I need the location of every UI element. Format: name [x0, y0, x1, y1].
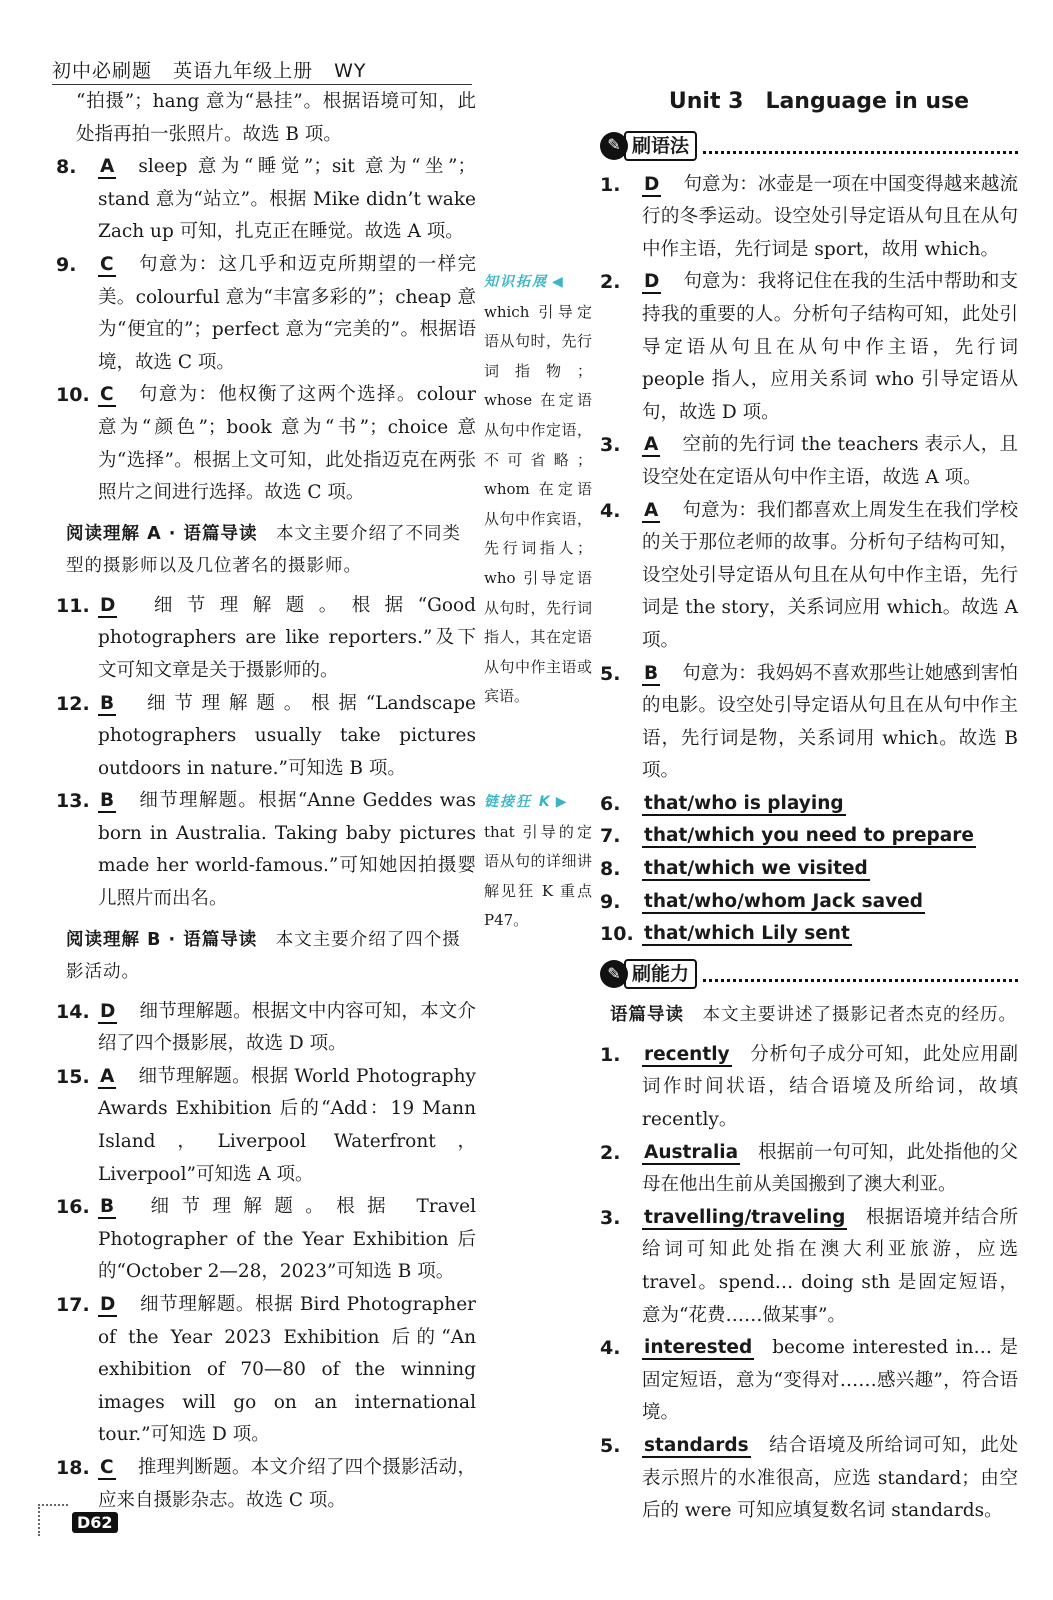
answer-key: C — [100, 253, 114, 275]
answer-item — [56, 1452, 476, 1517]
pointer-icon: ▶ — [555, 794, 569, 810]
explanation-text: 句意为：我们都喜欢上周发生在我们学校的关于那位老师的故事。分析句子结构可知，设空处引导定语从句且在从句中作主语，先行词是 the story，关系词应用 which。故选 A 项。 — [642, 499, 1018, 651]
explanation-text: 分析句子成分可知，此处应用副词作时间状语，结合语境及所给词，故填 recently。 — [642, 1043, 1018, 1131]
ability-guide — [610, 999, 1018, 1031]
subject-title: 英语九年级上册 — [173, 60, 314, 82]
item-number: 9. — [600, 890, 621, 913]
answer-item — [56, 1191, 476, 1289]
corner-ornament — [38, 1504, 68, 1536]
answer-key: standards — [644, 1434, 749, 1456]
answer-item — [56, 379, 476, 509]
explanation-text: 细节理解题。根据“Landscape photographers usually take pictures outdoors in nature.”可知选 B 项。 — [98, 692, 476, 779]
answer-key: B — [100, 1196, 115, 1218]
answer-key: D — [100, 594, 116, 616]
answer-key: C — [100, 384, 114, 406]
grammar-label: 刷语法 — [624, 131, 697, 161]
explanation-text: 细节理解题。根据 Travel Photographer of the Year Exhibition 后的“October 2—28，2023”可知选 B 项。 — [98, 1196, 476, 1283]
answer-item — [56, 1289, 476, 1452]
answer-item — [56, 785, 476, 915]
answer-item — [600, 1332, 1018, 1430]
ability-label: 刷能力 — [624, 959, 697, 989]
answer-item — [600, 1202, 1018, 1332]
answer-item — [600, 658, 1018, 788]
answer-item — [600, 853, 1018, 886]
item-number: 5. — [600, 662, 621, 685]
explanation-text: become interested in… 是固定短语，意为“变得对……感兴趣”，符合语境。 — [642, 1337, 1018, 1424]
explanation-text: 细节理解题。根据 World Photography Awards Exhibition 后的“Add：19 Mann Island，Liverpool Waterfront，Liverpool”可知选 A 项。 — [98, 1065, 476, 1185]
explanation-text: 细节理解题。根据 Bird Photographer of the Year 2023 Exhibition 后的“An exhibition of 70—80 of the winning images will go on an international tour.”可知选 D 项。 — [98, 1294, 476, 1446]
guide-label: 阅读理解 B · 语篇导读 — [66, 929, 258, 950]
knowledge-title: 知识拓展 ◀ — [484, 274, 565, 290]
explanation-text: 句意为：我妈妈不喜欢那些让她感到害怕的电影。设空处引导定语从句且在从句中作主语，先行词是物，关系词用 which。故选 B 项。 — [642, 662, 1018, 782]
answer-item — [600, 1137, 1018, 1202]
item-number: 10. — [600, 923, 634, 946]
explanation-text: sleep 意为“睡觉”；sit 意为“坐”；stand 意为“站立”。根据 Mike didn’t wake Zach up 可知，扎克正在睡觉。故选 A 项。 — [98, 156, 476, 243]
item-number: 10. — [56, 384, 90, 407]
right-column — [600, 86, 1018, 1528]
link-note — [484, 788, 592, 936]
explanation-text: 句意为：他权衡了这两个选择。colour 意为“颜色”；book 意为“书”；choice 意为“选择”。根据上文可知，此处指迈克在两张照片之间进行选择。故选 C 项。 — [98, 384, 476, 504]
answer-item — [600, 495, 1018, 658]
answer-item — [600, 820, 1018, 853]
answer-key: A — [644, 434, 659, 456]
item-number: 18. — [56, 1456, 90, 1479]
dotted-rule — [703, 137, 1018, 154]
explanation-text: 根据前一句可知，此处指他的父母在他出生前从美国搬到了澳大利亚。 — [642, 1141, 1018, 1196]
continued-text: “拍摄”；hang 意为“悬挂”。根据语境可知，此处指再拍一张照片。故选 B 项。 — [76, 91, 476, 145]
unit-title: Unit 3 Language in use — [668, 89, 970, 114]
header-divider — [52, 84, 472, 85]
item-number: 1. — [600, 1043, 621, 1066]
item-number: 3. — [600, 1206, 621, 1229]
knowledge-text: which 引导定语从句时，先行词指物；whose 在定语从句中作定语，不可省略；whom 在定语从句中作宾语，先行词指人；who 引导定语从句时，先行词指人，其在定语从句中作主语或宾语。 — [484, 302, 592, 706]
answer-item — [600, 1039, 1018, 1137]
answer-item — [56, 996, 476, 1061]
answer-item — [600, 886, 1018, 919]
answer-item — [600, 918, 1018, 951]
book-title: 初中必刷题 — [52, 60, 153, 82]
explanation-text: 句意为：这几乎和迈克所期望的一样完美。colourful 意为“丰富多彩的”；cheap 意为“便宜的”；perfect 意为“完美的”。根据语境，故选 C 项。 — [98, 253, 476, 373]
answer-key: C — [100, 1456, 114, 1478]
item-number: 2. — [600, 1141, 621, 1164]
link-text: that 引导的定语从句的详细讲解见狂 K 重点 P47。 — [484, 822, 592, 930]
answer-key: that/who is playing — [644, 792, 844, 814]
item-number: 14. — [56, 1000, 90, 1023]
item-number: 3. — [600, 434, 621, 457]
answer-key: B — [100, 790, 115, 812]
answer-item — [600, 169, 1018, 267]
answer-key: travelling/traveling — [644, 1206, 846, 1228]
answer-key: recently — [644, 1043, 730, 1065]
guide-text: 本文主要讲述了摄影记者杰克的经历。 — [702, 1004, 1017, 1025]
guide-label: 语篇导读 — [610, 1004, 684, 1025]
answer-key: D — [644, 271, 660, 293]
explanation-text: 结合语境及所给词可知，此处表示照片的水准很高，应选 standard；由空后的 were 可知应填复数名词 standards。 — [642, 1434, 1018, 1522]
left-column — [56, 86, 476, 1517]
answer-key: Australia — [644, 1141, 739, 1163]
item-number: 11. — [56, 594, 90, 617]
guide-label: 阅读理解 A · 语篇导读 — [66, 523, 258, 544]
answer-item — [600, 788, 1018, 821]
item-number: 8. — [600, 858, 621, 881]
answer-key: D — [100, 1000, 116, 1022]
answer-item — [56, 688, 476, 786]
answer-item — [56, 590, 476, 688]
grammar-section-header — [600, 129, 1018, 163]
explanation-text: 句意为：冰壶是一项在中国变得越来越流行的冬季运动。设空处引导定语从句且在从句中作主语，先行词是 sport，故用 which。 — [642, 173, 1018, 260]
pencil-icon: ✎ — [600, 132, 628, 160]
answer-item — [600, 266, 1018, 429]
item-number: 9. — [56, 253, 77, 276]
answer-item — [600, 429, 1018, 494]
answer-key: that/which we visited — [644, 858, 868, 880]
item-number: 16. — [56, 1196, 90, 1219]
item-number: 4. — [600, 1337, 621, 1360]
item-number: 17. — [56, 1294, 90, 1316]
item-number: 12. — [56, 692, 90, 715]
explanation-text: 细节理解题。根据“Anne Geddes was born in Australia. Taking baby pictures made her world-famous.”可知她因拍摄婴儿照片而出名。 — [98, 790, 476, 910]
guide-text: 本文主要介绍了不同类型的摄影师以及几位著名的摄影师。 — [66, 523, 461, 576]
page-header — [52, 56, 381, 83]
item-number: 4. — [600, 499, 621, 522]
item-number: 5. — [600, 1434, 621, 1457]
edition-label: WY — [334, 60, 367, 82]
answer-key: B — [100, 692, 115, 714]
answer-item — [56, 249, 476, 379]
continued-answer — [56, 86, 476, 151]
answer-item — [56, 1061, 476, 1191]
explanation-text: 空前的先行词 the teachers 表示人，且设空处在定语从句中作主语，故选 A 项。 — [642, 434, 1018, 488]
explanation-text: 细节理解题。根据文中内容可知，本文介绍了四个摄影展，故选 D 项。 — [98, 1000, 476, 1055]
answer-key: A — [100, 156, 115, 178]
explanation-text: 根据语境并结合所给词可知此处指在澳大利亚旅游，应选 travel。spend… doing sth 是固定短语，意为“花费……做某事”。 — [642, 1206, 1018, 1326]
item-number: 2. — [600, 271, 621, 294]
answer-item — [56, 151, 476, 249]
page-number: D62 — [72, 1512, 118, 1533]
guide-text: 本文主要介绍了四个摄影活动。 — [66, 929, 461, 982]
item-number: 13. — [56, 790, 90, 813]
reading-a-guide — [66, 518, 476, 582]
answer-key: A — [100, 1065, 115, 1087]
item-number: 15. — [56, 1065, 90, 1088]
reading-b-guide — [66, 924, 476, 988]
item-number: 1. — [600, 173, 621, 196]
answer-key: interested — [644, 1337, 753, 1359]
dotted-rule — [703, 965, 1018, 982]
explanation-text: 细节理解题。根据“Good photographers are like reporters.”及下文可知文章是关于摄影师的。 — [98, 594, 476, 681]
answer-key: that/which Lily sent — [644, 923, 850, 945]
answer-key: that/who/whom Jack saved — [644, 890, 923, 912]
explanation-text: 句意为：我将记住在我的生活中帮助和支持我的重要的人。分析句子结构可知，此处引导定语从句且在从句中作主语，先行词 people 指人，应用关系词 who 引导定语从句，故选 D 项。 — [642, 271, 1018, 423]
knowledge-note — [484, 268, 592, 712]
item-number: 8. — [56, 156, 77, 179]
pointer-icon: ◀ — [552, 274, 565, 290]
pencil-icon: ✎ — [600, 960, 628, 988]
item-number: 7. — [600, 825, 621, 848]
answer-item — [600, 1430, 1018, 1528]
answer-key: B — [644, 662, 659, 684]
answer-key: A — [644, 499, 659, 521]
answer-key: D — [100, 1294, 116, 1315]
answer-key: D — [644, 173, 660, 195]
ability-section-header — [600, 957, 1018, 991]
item-number: 6. — [600, 792, 621, 815]
answer-key: that/which you need to prepare — [644, 825, 974, 847]
link-title: 链接狂 K ▶ — [484, 794, 569, 810]
explanation-text: 推理判断题。本文介绍了四个摄影活动，应来自摄影杂志。故选 C 项。 — [98, 1456, 476, 1511]
